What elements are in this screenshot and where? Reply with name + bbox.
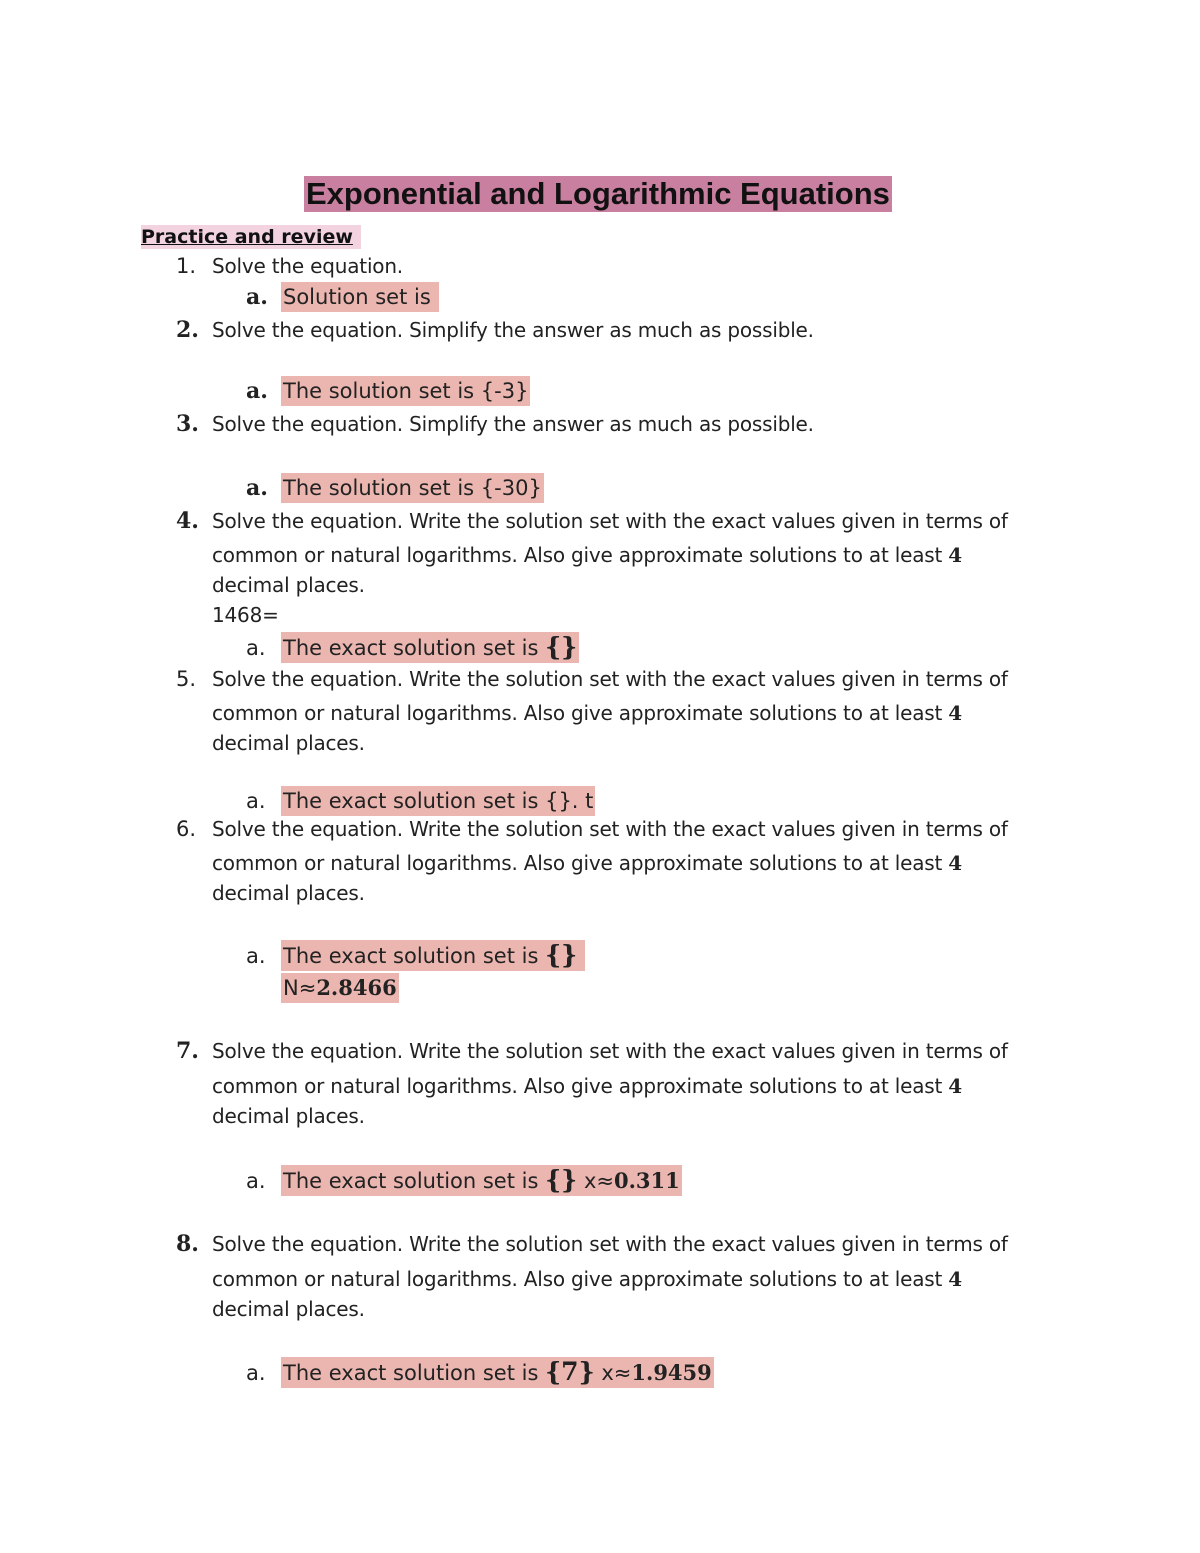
item-3-text: Solve the equation. Simplify the answer as much as possible. [212, 412, 814, 436]
item-4-line3: decimal places. [212, 573, 365, 597]
item-6-number: 6. [176, 817, 197, 841]
item-1-sub-label: a. [246, 284, 268, 310]
item-4-line2: common or natural logarithms. Also give approximate solutions to at least 4 [212, 543, 963, 567]
item-1-number: 1. [176, 254, 197, 278]
item-2-answer: The solution set is {-3} [281, 376, 530, 406]
item-2-number: 2. [176, 317, 199, 343]
item-8-number: 8. [176, 1231, 199, 1257]
page-title: Exponential and Logarithmic Equations [306, 176, 890, 211]
item-4-number: 4. [176, 508, 199, 534]
item-2-sub-label: a. [246, 378, 268, 404]
item-6-answer: The exact solution set is {} [281, 940, 585, 971]
item-5-answer: The exact solution set is {}. t [281, 786, 595, 816]
item-1-answer: Solution set is [281, 282, 439, 312]
item-7-line1: Solve the equation. Write the solution set with the exact values given in terms of [212, 1039, 1008, 1063]
item-8-line3: decimal places. [212, 1297, 365, 1321]
item-8-sub-label: a. [246, 1361, 266, 1385]
item-2-text: Solve the equation. Simplify the answer as much as possible. [212, 318, 814, 342]
item-7-line2: common or natural logarithms. Also give approximate solutions to at least 4 [212, 1074, 963, 1098]
item-7-number: 7. [176, 1038, 199, 1064]
item-7-sub-label: a. [246, 1169, 266, 1193]
item-3-answer: The solution set is {-30} [281, 473, 544, 503]
item-5-line1: Solve the equation. Write the solution set with the exact values given in terms of [212, 667, 1008, 691]
item-7-answer: The exact solution set is {} x≈0.311 [283, 1165, 680, 1194]
item-6-line1: Solve the equation. Write the solution set with the exact values given in terms of [212, 817, 1008, 841]
item-6-approx: N≈2.8466 [281, 973, 399, 1003]
item-5-number: 5. [176, 667, 197, 691]
item-4-sub-label: a. [246, 636, 266, 660]
item-6-line3: decimal places. [212, 881, 365, 905]
item-6-line2: common or natural logarithms. Also give approximate solutions to at least 4 [212, 851, 963, 875]
item-5-sub-label: a. [246, 789, 266, 813]
item-5-line3: decimal places. [212, 731, 365, 755]
item-1-text: Solve the equation. [212, 254, 403, 278]
item-4-line1: Solve the equation. Write the solution set with the exact values given in terms of [212, 509, 1008, 533]
item-3-sub-label: a. [246, 475, 268, 501]
item-8-line1: Solve the equation. Write the solution set with the exact values given in terms of [212, 1232, 1008, 1256]
item-7-line3: decimal places. [212, 1104, 365, 1128]
section-subtitle: Practice and review [141, 225, 361, 249]
item-3-number: 3. [176, 411, 199, 437]
item-8-line2: common or natural logarithms. Also give approximate solutions to at least 4 [212, 1267, 963, 1291]
item-8-answer: The exact solution set is {7} x≈1.9459 [283, 1357, 712, 1386]
item-4-answer: The exact solution set is {} [283, 632, 578, 661]
item-5-line2: common or natural logarithms. Also give approximate solutions to at least 4 [212, 701, 963, 725]
item-4-equation: 1468= [212, 603, 279, 627]
item-6-sub-label: a. [246, 944, 266, 968]
